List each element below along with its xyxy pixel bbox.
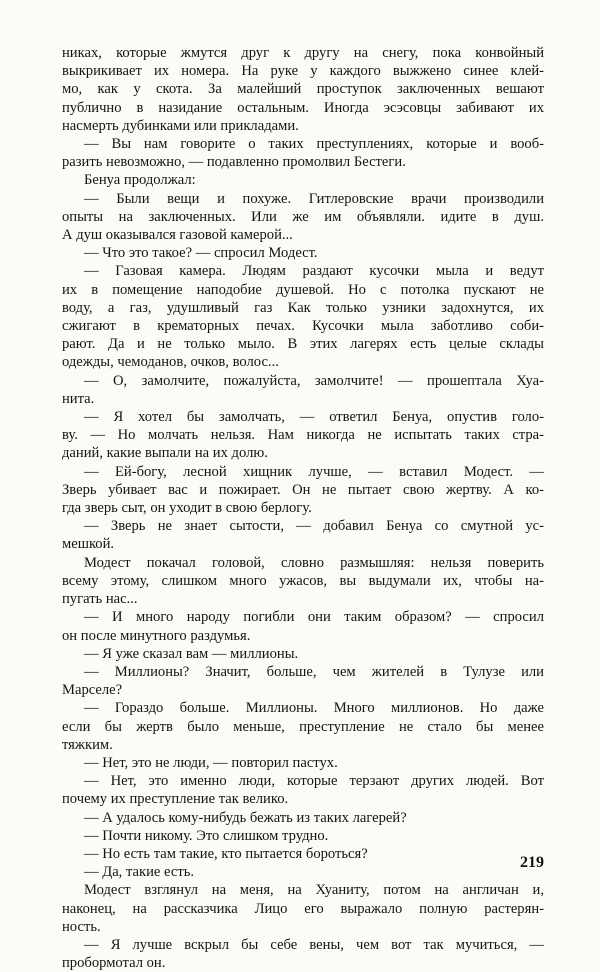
text-line: — Ей-богу, лесной хищник лучше, — вставил Модест. — <box>84 463 544 480</box>
text-line: Модест взглянул на меня, на Хуаниту, потом на англичан и, <box>84 882 544 899</box>
text-line: — Были вещи и похуже. Гитлеровские врачи производили <box>84 190 544 207</box>
text-line: — Нет, это именно люди, которые терзают других людей. Вот <box>84 773 544 790</box>
text-line: одежды, чемоданов, очков, волос... <box>62 354 279 371</box>
text-line: опыты на заключенных. Или же им объявляли. идите в душ. <box>62 208 544 225</box>
text-line: Бенуа продолжал: <box>84 172 196 189</box>
text-line: — А удалось кому-нибудь бежать из таких лагерей? <box>84 809 407 826</box>
text-line: — Гораздо больше. Миллионы. Много миллионов. Но даже <box>84 700 544 717</box>
text-line: сжигают в крематорных печах. Кусочки мыла заботливо соби- <box>62 318 544 335</box>
text-line: ность. <box>62 918 101 935</box>
text-line: — Да, такие есть. <box>84 864 195 881</box>
text-line: если бы жертв было меньше, преступление не стало бы менее <box>62 718 544 735</box>
paragraph <box>62 44 544 135</box>
paragraph <box>62 135 544 171</box>
paragraph <box>62 517 544 553</box>
paragraph <box>62 554 544 609</box>
text-line: воду, а газ, удушливый газ Как только узники задохнутся, их <box>62 299 544 316</box>
paragraph <box>62 827 544 845</box>
text-line: рают. Да и не только мыло. В этих лагерях есть целые склады <box>62 336 544 353</box>
page-number: 219 <box>520 854 544 871</box>
text-line: публично в назидание остальным. Иногда эсэсовцы забивают их <box>62 99 544 116</box>
text-line: — Я лучше вскрыл бы себе вены, чем вот так мучиться, — <box>84 936 544 953</box>
paragraph <box>62 190 544 245</box>
text-line: мешкой. <box>62 536 115 553</box>
text-line: Марселе? <box>62 682 123 699</box>
text-line: — Газовая камера. Людям раздают кусочки мыла и ведут <box>84 263 544 280</box>
paragraph <box>62 754 544 772</box>
text-line: — Что это такое? — спросил Модест. <box>84 245 318 262</box>
text-line: он после минутного раздумья. <box>62 627 251 644</box>
text-line: выкрикивает их номера. На руке у каждого выжжено синее клей- <box>62 63 544 80</box>
paragraph <box>62 809 544 827</box>
text-line: Зверь убивает вас и пожирает. Он не пытает свою жертву. А ко- <box>62 481 544 498</box>
text-line: даний, какие выпали на их долю. <box>62 445 268 462</box>
text-line: их в помещение наподобие душевой. Но с потолка пускают не <box>62 281 544 298</box>
text-line: — Нет, это не люди, — повторил пастух. <box>84 754 338 771</box>
text-line: тяжким. <box>62 736 113 753</box>
text-line: разить невозможно, — подавленно промолвил Бестеги. <box>62 154 406 171</box>
paragraph <box>62 863 544 881</box>
paragraph <box>62 608 544 644</box>
paragraph <box>62 463 544 518</box>
text-line: — Почти никому. Это слишком трудно. <box>84 827 329 844</box>
text-line: пугать нас... <box>62 591 138 608</box>
paragraph <box>62 171 544 189</box>
text-line: наконец, на рассказчика Лицо его выражало полную растерян- <box>62 900 544 917</box>
paragraph <box>62 881 544 936</box>
paragraph <box>62 372 544 408</box>
text-line: нита. <box>62 390 95 407</box>
paragraph <box>62 244 544 262</box>
paragraph <box>62 408 544 463</box>
paragraph <box>62 645 544 663</box>
text-line: гда зверь сыт, он уходит в свою берлогу. <box>62 500 312 517</box>
text-line: почему их преступление так велико. <box>62 791 289 808</box>
text-line: — Зверь не знает сытости, — добавил Бенуа со смутной ус- <box>84 518 544 535</box>
paragraph <box>62 936 544 972</box>
text-line: — И много народу погибли они таким образом? — спросил <box>84 609 544 626</box>
text-line: — Я хотел бы замолчать, — ответил Бенуа, опустив голо- <box>84 409 544 426</box>
body-text <box>62 44 544 972</box>
text-line: — О, замолчите, пожалуйста, замолчите! — прошептала Хуа- <box>84 372 544 389</box>
text-line: всему этому, слишком много ужасов, вы выдумали их, чтобы на- <box>62 572 544 589</box>
text-line: А душ оказывался газовой камерой... <box>62 227 293 244</box>
paragraph <box>62 699 544 754</box>
text-line: — Но есть там такие, кто пытается бороться? <box>84 845 368 862</box>
text-line: мо, как у скота. За малейший проступок заключенных вешают <box>62 81 544 98</box>
text-line: — Вы нам говорите о таких преступлениях, которые и вооб- <box>84 136 544 153</box>
text-line: пробормотал он. <box>62 955 166 972</box>
text-line: насмерть дубинками или прикладами. <box>62 117 299 134</box>
text-line: — Миллионы? Значит, больше, чем жителей в Тулузе или <box>84 663 544 680</box>
text-line: Модест покачал головой, словно размышляя: нельзя поверить <box>84 554 544 571</box>
paragraph <box>62 663 544 699</box>
text-line: ву. — Но молчать нельзя. Нам никогда не испытать таких стра- <box>62 427 544 444</box>
text-line: — Я уже сказал вам — миллионы. <box>84 645 299 662</box>
paragraph <box>62 772 544 808</box>
paragraph <box>62 845 544 863</box>
text-line: никах, которые жмутся друг к другу на снегу, пока конвойный <box>62 45 544 61</box>
paragraph <box>62 262 544 371</box>
